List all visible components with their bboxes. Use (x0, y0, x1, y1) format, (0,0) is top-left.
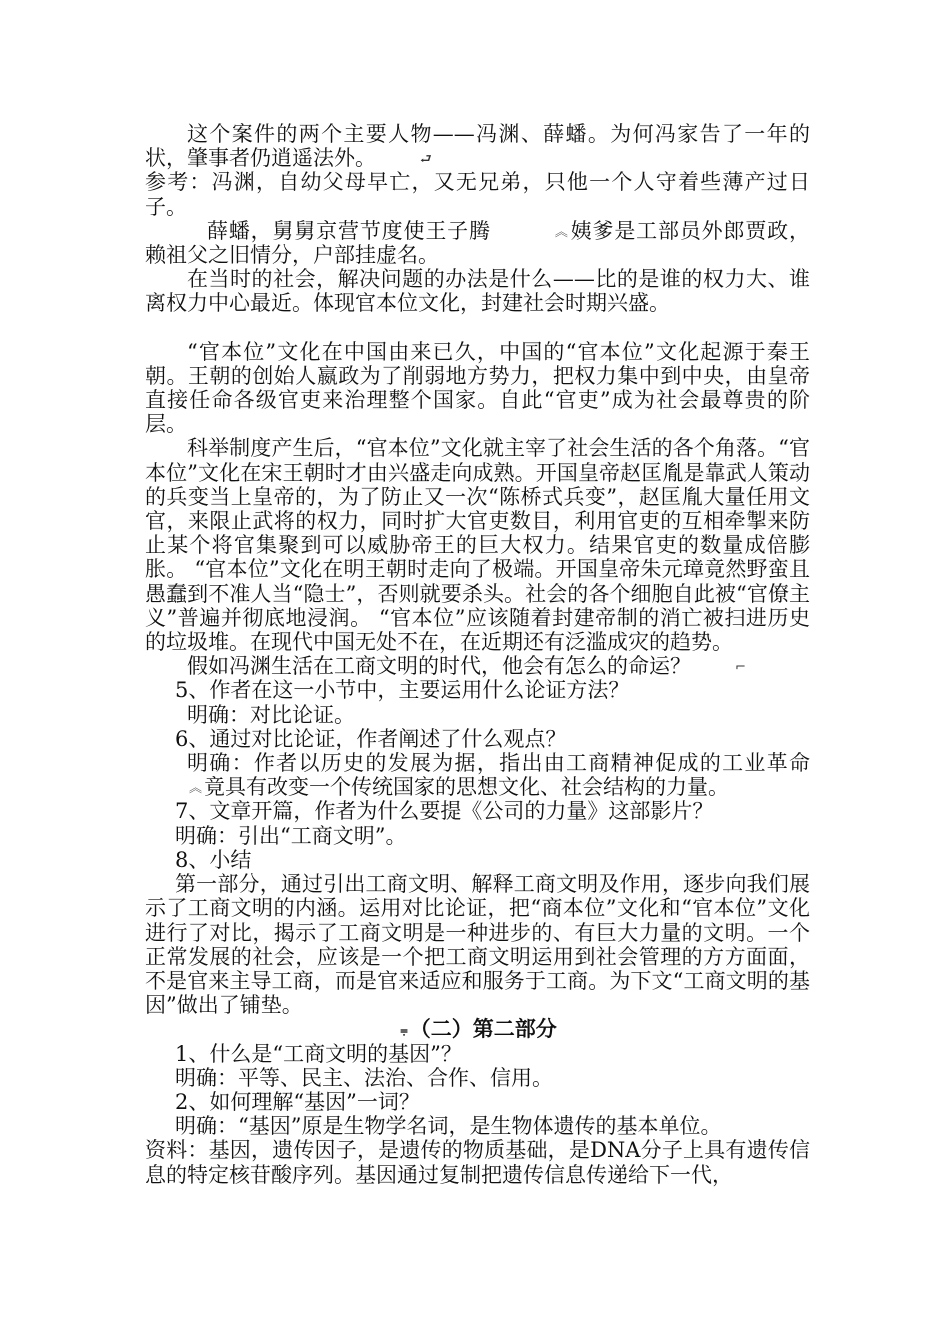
question: 8、小结 (175, 847, 252, 872)
section-heading (145, 1017, 810, 1041)
answer: 明确：平等、民主、法治、合作、信用。 (175, 1065, 553, 1090)
paragraph (145, 122, 810, 170)
paragraph: 参考：冯渊，自幼父母早亡，又无兄弟，只他一个人守着些薄产过日子。 (145, 170, 810, 219)
paragraph-text: 这个案件的两个主要人物——冯渊、薛蟠。为何冯家告了一年的状，肇事者仍逍遥法外。 (145, 122, 810, 171)
corner-mark-icon: ⌐ (735, 660, 746, 676)
answer: 明确：对比论证。 (187, 702, 355, 727)
double-chevron-icon: ︽ (189, 781, 203, 797)
paragraph: “官本位”文化在中国由来已久，中国的“官本位”文化起源于秦王朝。王朝的创始人嬴政为了削弱地方势力，把权力集中到中央，由皇帝直接任命各级官吏来治理整个国家。自此“官吏”成为社会最尊贵的阶层。 (145, 339, 810, 437)
question: 6、通过对比论证，作者阐述了什么观点？ (175, 726, 567, 751)
paragraph: 科举制度产生后，“官本位”文化就主宰了社会生活的各个角落。“官本位”文化在宋王朝时才由兴盛走向成熟。开国皇帝赵匡胤是靠武人策动的兵变当上皇帝的，为了防止又一次“陈桥式兵变”，赵匡胤大量任用文官，来限止武将的权力，同时扩大官吏数目，利用官吏的互相牵掣来防止某个将官集聚到可以威胁帝王的巨大权力。结果官吏的数量成倍膨胀。 “官本位”文化在明王朝时走向了极端。开国皇帝朱元璋竟然野蛮且愚蠢到不准人当“隐士”，否则就要杀头。社会的各个细胞自此被“官僚主义”普遍并彻底地浸润。 “官本位”应该随着封建帝制的消亡被扫进历史的垃圾堆。在现代中国无处不在，在近期还有泛滥成灾的趋势。 (145, 436, 810, 655)
answer: 明确：“基因”原是生物学名词，是生物体遗传的基本单位。 (175, 1114, 722, 1139)
question: 5、作者在这一小节中，主要运用什么论证方法？ (175, 678, 630, 703)
paragraph (145, 219, 810, 267)
blank-line (145, 316, 810, 340)
paragraph-text: 假如冯渊生活在工商文明的时代，他会有怎么的命运？ (187, 654, 691, 679)
summary-paragraph: 第一部分，通过引出工商文明、解释工商文明及作用，逐步向我们展示了工商文明的内涵。运用对比论证，把“商本位”文化和“官本位”文化进行了对比，揭示了工商文明是一种进步的、有巨大力量的文明。一个正常发展的社会，应该是一个把工商文明运用到社会管理的方方面面，不是官来主导工商，而是官来适应和服务于工商。为下文“工商文明的基因”做出了铺垫。 (145, 872, 810, 1018)
double-chevron-icon: ︽ (554, 224, 568, 240)
question: 7、文章开篇，作者为什么要提《公司的力量》这部影片？ (175, 799, 714, 824)
paragraph-text: 明确：作者以历史的发展为据，指出由工商精神促成的工业革命 (187, 751, 810, 776)
question: 2、如何理解“基因”一词？ (175, 1089, 420, 1114)
paragraph-text: 姨爹是工部员外郎贾政，赖祖父之旧情分，户部挂虚名。 (145, 218, 811, 268)
answer (145, 751, 810, 799)
answer: 明确：引出“工商文明”。 (175, 823, 407, 848)
section-heading-text: （二）第二部分 (409, 1016, 557, 1042)
heading-mark-icon: ⩦ (400, 1023, 408, 1039)
paragraph-text: 薛蟠，舅舅京营节度使王子腾 (207, 218, 491, 243)
document-page (145, 122, 810, 1187)
paragraph (145, 654, 810, 678)
paragraph: 在当时的社会，解决问题的办法是什么——比的是谁的权力大、谁离权力中心最近。体现官本位文化，封建社会时期兴盛。 (145, 267, 810, 316)
paragraph: 资料：基因，遗传因子，是遗传的物质基础，是DNA分子上具有遗传信息的特定核苷酸序列。基因通过复制把遗传信息传递给下一代， (145, 1138, 810, 1187)
question: 1、什么是“工商文明的基因”？ (175, 1041, 462, 1066)
return-mark-icon: ⮐ (420, 152, 432, 168)
paragraph-text: 竟具有改变一个传统国家的思想文化、社会结构的力量。 (204, 775, 730, 800)
